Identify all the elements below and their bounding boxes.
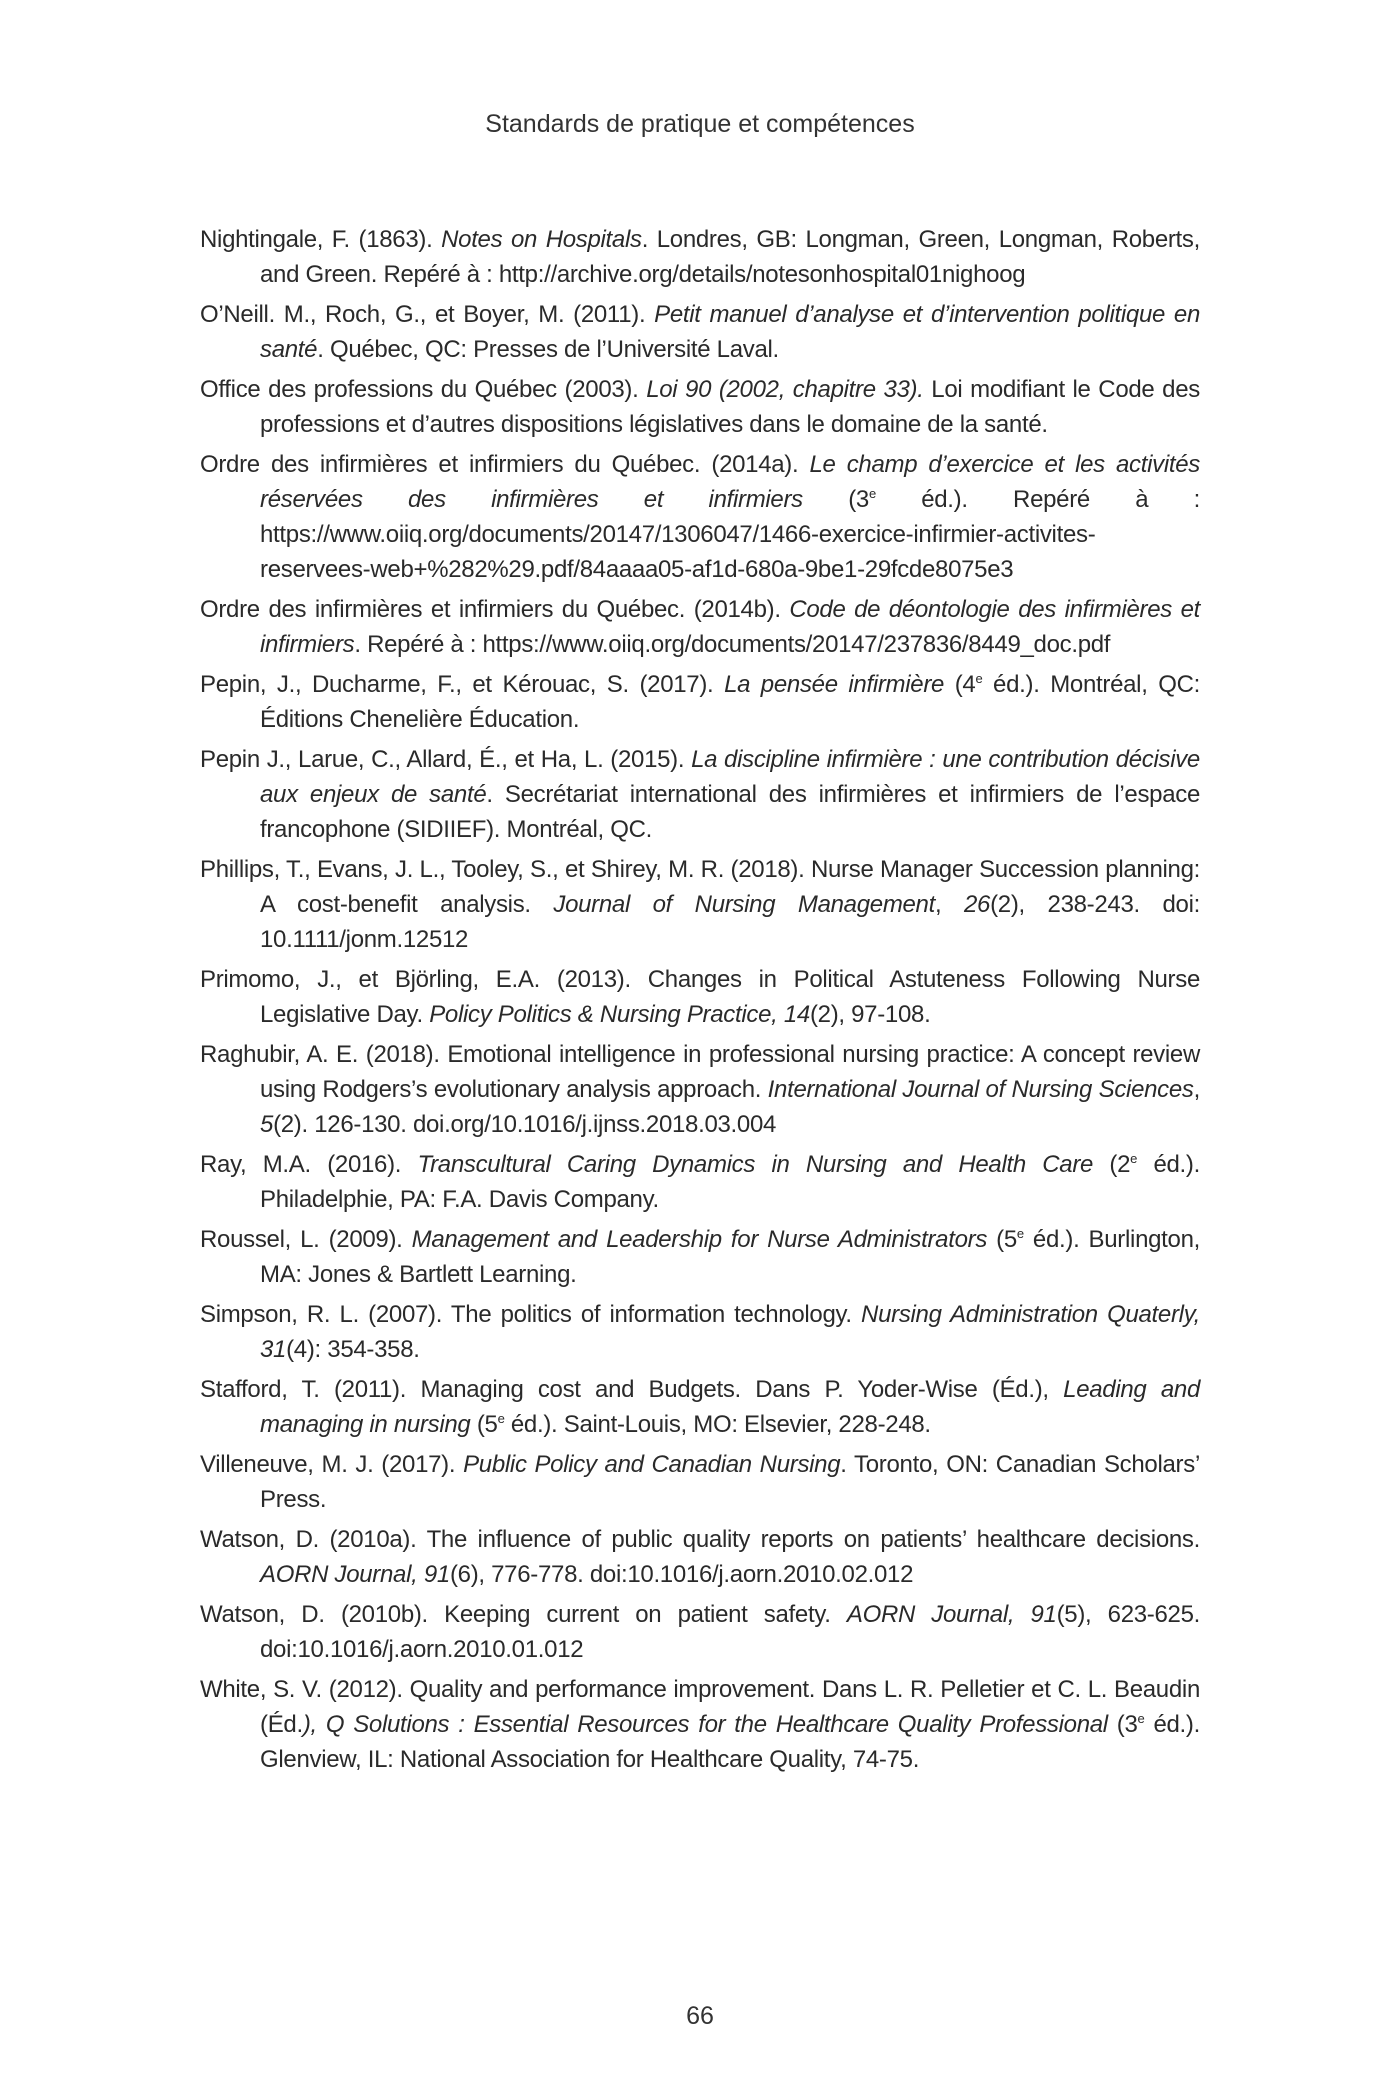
superscript: e: [1016, 1226, 1024, 1241]
reference-text: (3: [1107, 1711, 1138, 1738]
italic-title: Loi 90 (2002, chapitre 33).: [646, 376, 924, 403]
reference-entry: [200, 742, 1200, 847]
reference-text: Nightingale, F. (1863).: [200, 226, 442, 253]
page-number: 66: [686, 2002, 714, 2030]
italic-title: Le champ d’exercice et les activités réservées des infirmières et infirmiers: [260, 451, 1200, 513]
reference-text: . Secrétariat international des infirmières et infirmiers de l’espace francophone (SIDIIEF). Montréal, QC.: [260, 781, 1200, 843]
reference-entry: [200, 297, 1200, 367]
reference-text: (5: [470, 1411, 498, 1438]
reference-text: (4): 354-358.: [286, 1336, 420, 1363]
reference-entry: [200, 1597, 1200, 1667]
italic-title: Notes on Hospitals: [441, 226, 642, 253]
reference-entry: [200, 852, 1200, 957]
reference-text: . Repéré à : https://www.oiiq.org/documents/20147/237836/8449_doc.pdf: [354, 631, 1111, 658]
reference-text: Villeneuve, M. J. (2017).: [200, 1451, 464, 1478]
reference-entry: [200, 1222, 1200, 1292]
italic-title: Public Policy and Canadian Nursing: [463, 1451, 841, 1478]
reference-text: Watson, D. (2010a). The influence of public quality reports on patients’ healthcare decisions.: [200, 1526, 1200, 1553]
reference-text: Watson, D. (2010b). Keeping current on patient safety.: [200, 1601, 847, 1628]
reference-text: ,: [1193, 1076, 1200, 1103]
reference-text: Simpson, R. L. (2007). The politics of information technology.: [200, 1301, 862, 1328]
reference-text: Roussel, L. (2009).: [200, 1226, 412, 1253]
reference-text: (3: [802, 486, 869, 513]
reference-text: éd.). Saint-Louis, MO: Elsevier, 228-248.: [504, 1411, 931, 1438]
reference-entry: [200, 447, 1200, 587]
reference-text: White, S. V. (2012). Quality and performance improvement. Dans L. R. Pelletier et C. L. Beaudin (Éd.: [200, 1676, 1200, 1738]
reference-text: (5), 623-625. doi:10.1016/j.aorn.2010.01.012: [260, 1601, 1200, 1663]
italic-title: Petit manuel d’analyse et d’intervention politique en santé: [260, 301, 1200, 363]
italic-title: 26: [963, 891, 991, 918]
reference-text: Phillips, T., Evans, J. L., Tooley, S., et Shirey, M. R. (2018). Nurse Manager Succession planning: A cost-benefit analysis.: [200, 856, 1200, 918]
reference-text: Ordre des infirmières et infirmiers du Québec. (2014a).: [200, 451, 810, 478]
reference-entry: [200, 1147, 1200, 1217]
reference-text: (5: [987, 1226, 1017, 1253]
reference-text: . Londres, GB: Longman, Green, Longman, Roberts, and Green. Repéré à : http://archive.org/details/notesonhospital01nighoog: [260, 226, 1200, 288]
reference-text: éd.). Philadelphie, PA: F.A. Davis Company.: [260, 1151, 1200, 1213]
italic-title: International Journal of Nursing Sciences: [767, 1076, 1194, 1103]
reference-entry: [200, 372, 1200, 442]
reference-text: Ordre des infirmières et infirmiers du Québec. (2014b).: [200, 596, 790, 623]
italic-title: Transcultural Caring Dynamics in Nursing and Health Care: [417, 1151, 1094, 1178]
reference-text: (6), 776-778. doi:10.1016/j.aorn.2010.02.012: [449, 1561, 914, 1588]
superscript: e: [497, 1411, 505, 1426]
reference-text: éd.). Burlington, MA: Jones & Bartlett Learning.: [260, 1226, 1200, 1288]
reference-text: Pepin, J., Ducharme, F., et Kérouac, S. (2017).: [200, 671, 725, 698]
reference-entry: [200, 592, 1200, 662]
reference-text: éd.). Montréal, QC: Éditions Chenelière Éducation.: [260, 671, 1200, 733]
reference-entry: [200, 1522, 1200, 1592]
reference-text: . Québec, QC: Presses de l’Université Laval.: [317, 336, 779, 363]
reference-entry: [200, 1037, 1200, 1142]
reference-entry: [200, 1372, 1200, 1442]
reference-entry: [200, 1297, 1200, 1367]
reference-entry: [200, 962, 1200, 1032]
italic-title: AORN Journal, 91: [846, 1601, 1057, 1628]
reference-entry: [200, 667, 1200, 737]
italic-title: Nursing Administration Quaterly, 31: [260, 1301, 1200, 1363]
reference-text: (4: [944, 671, 976, 698]
reference-entry: [200, 222, 1200, 292]
reference-text: (2: [1093, 1151, 1131, 1178]
reference-entry: [200, 1672, 1200, 1777]
reference-text: Stafford, T. (2011). Managing cost and Budgets. Dans P. Yoder-Wise (Éd.),: [200, 1376, 1064, 1403]
reference-text: (2), 238-243. doi: 10.1111/jonm.12512: [260, 891, 1200, 953]
reference-text: . Toronto, ON: Canadian Scholars’ Press.: [260, 1451, 1200, 1513]
superscript: e: [868, 486, 876, 501]
reference-text: éd.). Repéré à : https://www.oiiq.org/documents/20147/1306047/1466-exercice-infirmier-activites-reservees-web+%282%29.pdf/84aaaa05-af1d-680a-9be1-29fcde8075e3: [260, 486, 1201, 583]
italic-title: ), Q Solutions : Essential Resources for the Healthcare Quality Professional: [302, 1711, 1108, 1738]
reference-text: éd.). Glenview, IL: National Association for Healthcare Quality, 74-75.: [260, 1711, 1200, 1773]
italic-title: Code de déontologie des infirmières et infirmiers: [260, 596, 1200, 658]
italic-title: Management and Leadership for Nurse Administrators: [411, 1226, 988, 1253]
italic-title: Policy Politics & Nursing Practice, 14: [429, 1001, 810, 1028]
italic-title: La pensée infirmière: [724, 671, 945, 698]
reference-text: Raghubir, A. E. (2018). Emotional intelligence in professional nursing practice: A concept review using Rodgers’s evolutionary analysis approach.: [200, 1041, 1200, 1103]
reference-text: Pepin J., Larue, C., Allard, É., et Ha, L. (2015).: [200, 746, 692, 773]
italic-title: 5: [260, 1111, 274, 1138]
italic-title: AORN Journal, 91: [260, 1561, 450, 1588]
reference-text: (2), 97-108.: [809, 1001, 931, 1028]
superscript: e: [1137, 1711, 1145, 1726]
reference-text: Loi modifiant le Code des professions et d’autres dispositions législatives dans le domaine de la santé.: [260, 376, 1200, 438]
reference-list: [200, 222, 1200, 1782]
italic-title: Journal of Nursing Management: [553, 891, 935, 918]
italic-title: La discipline infirmière : une contribution décisive aux enjeux de santé: [260, 746, 1200, 808]
italic-title: Leading and managing in nursing: [260, 1376, 1200, 1438]
reference-text: O’Neill. M., Roch, G., et Boyer, M. (2011).: [200, 301, 655, 328]
reference-text: Ray, M.A. (2016).: [200, 1151, 418, 1178]
reference-entry: [200, 1447, 1200, 1517]
running-header: Standards de pratique et compétences: [485, 110, 915, 138]
reference-text: (2). 126-130. doi.org/10.1016/j.ijnss.2018.03.004: [273, 1111, 777, 1138]
superscript: e: [975, 671, 983, 686]
reference-text: ,: [934, 891, 964, 918]
superscript: e: [1130, 1151, 1138, 1166]
reference-text: Primomo, J., et Björling, E.A. (2013). Changes in Political Astuteness Following Nurse Legislative Day.: [200, 966, 1200, 1028]
reference-text: Office des professions du Québec (2003).: [200, 376, 647, 403]
